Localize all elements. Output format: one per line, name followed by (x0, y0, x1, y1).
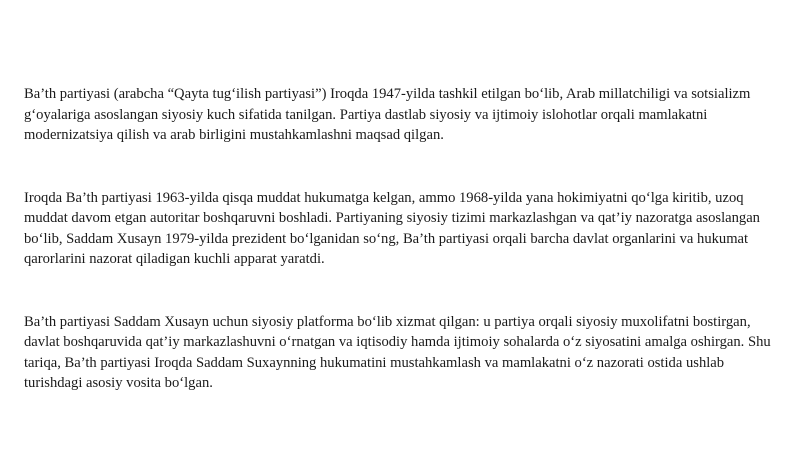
paragraph-baath-rise-to-power: Iroqda Ba’th partiyasi 1963-yilda qisqa muddat hukumatga kelgan, ammo 1968-yilda yana hokimiyatni qo‘lga kiritib, uzoq muddat davom etgan autoritar boshqaruvni boshladi. Partiyaning siyosiy tizimi markazlashgan va qat’iy nazoratga asoslangan bo‘lib, Saddam Xusayn 1979-yilda prezident bo‘lganidan so‘ng, Ba’th partiyasi orqali barcha davlat organlarini va hukumat qarorlarini nazorat qiladigan kuchli apparat yaratdi. (24, 189, 760, 267)
document-body (24, 84, 780, 394)
paragraph-baath-founding: Ba’th partiyasi (arabcha “Qayta tug‘ilish partiyasi”) Iroqda 1947-yilda tashkil etilgan bo‘lib, Arab millatchiligi va sotsializm g‘oyalariga asoslangan siyosiy kuch sifatida tanilgan. Partiya dastlab siyosiy va ijtimoiy islohotlar orqali mamlakatni modernizatsiya qilish va arab birligini mustahkamlashni maqsad qilgan. (24, 86, 751, 143)
paragraph-baath-saddam-platform: Ba’th partiyasi Saddam Xusayn uchun siyosiy platforma bo‘lib xizmat qilgan: u partiya orqali siyosiy muxolifatni bostirgan, davlat boshqaruvida qat’iy markazlashuvni o‘rnatgan va iqtisodiy hamda ijtimoiy sohalarda o‘z siyosatini amalga oshirgan. Shu tariqa, Ba’th partiyasi Iroqda Saddam Suxaynning hukumatini mustahkamlash va mamlakatni o‘z nazorati ostida ushlab turishdagi asosiy vosita bo‘lgan. (24, 313, 771, 391)
